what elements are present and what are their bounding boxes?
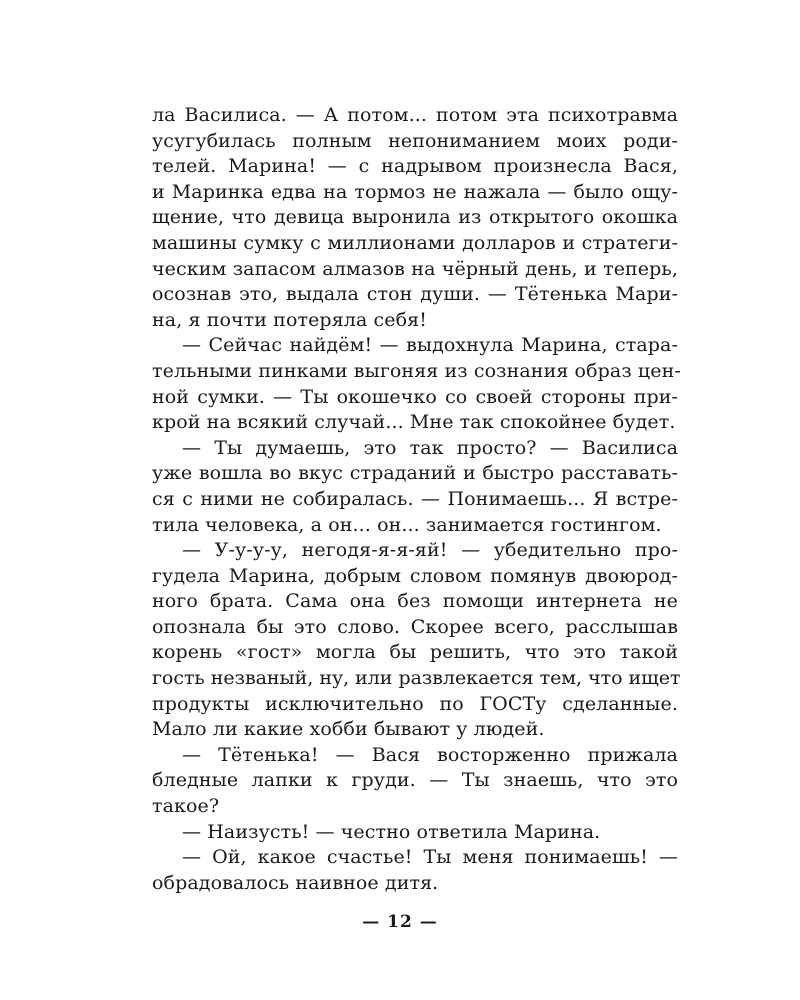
text-line: и Маринка едва на тормоз не нажала — было ощу-	[152, 180, 678, 203]
text-line: ся с ними не собиралась. — Понимаешь... Я встре-	[152, 487, 678, 510]
text-line: тельными пинками выгоняя из сознания образ цен-	[152, 359, 681, 382]
text-line: ческим запасом алмазов на чёрный день, и теперь,	[152, 257, 678, 280]
text-line: такое?	[152, 795, 220, 818]
text-line: — Наизусть! — честно ответила Марина.	[182, 820, 601, 843]
text-line: машины сумку с миллионами долларов и стратеги-	[152, 231, 678, 254]
text-line: — Тётенька! — Вася восторженно прижала	[182, 743, 678, 766]
body-text	[152, 103, 681, 896]
text-line: — Ты думаешь, это так просто? — Василиса	[182, 436, 678, 459]
page-number: — 12 —	[362, 912, 438, 932]
text-line: ного брата. Сама она без помощи интернета не	[152, 590, 678, 613]
text-line: Мало ли какие хобби бывают у людей.	[152, 718, 545, 741]
text-line: — У-у-у-у, негодя-я-я-яй! — убедительно про-	[182, 539, 678, 562]
text-line: ла Василиса. — А потом... потом эта психотравма	[152, 104, 678, 126]
text-line: уже вошла во вкус страданий и быстро расставать-	[152, 462, 678, 485]
text-line: — Ой, какое счастье! Ты меня понимаешь! —	[182, 846, 678, 869]
text-line: корень «гост» могла бы решить, что это такой	[152, 641, 678, 664]
text-line: щение, что девица выронила из открытого окошка	[152, 206, 678, 229]
text-line: на, я почти потеряла себя!	[152, 308, 427, 331]
text-line: обрадовалось наивное дитя.	[152, 871, 439, 894]
text-line: тила человека, а он... он... занимается гостингом.	[152, 513, 662, 536]
text-line: ной сумки. — Ты окошечко со своей стороны при-	[152, 385, 678, 408]
text-line: осознав это, выдала стон души. — Тётенька Мари-	[152, 283, 678, 306]
text-line: гудела Марина, добрым словом помянув двоюрод-	[152, 564, 678, 587]
text-line: бледные лапки к груди. — Ты знаешь, что это	[152, 769, 678, 792]
text-line: усугубилась полным непониманием моих роди-	[152, 129, 678, 152]
text-line: опознала бы это слово. Скорее всего, расслышав	[152, 615, 678, 638]
text-line: телей. Марина! — с надрывом произнесла Вася,	[152, 155, 678, 178]
text-line: продукты исключительно по ГОСТу сделанные.	[152, 692, 678, 715]
text-line: крой на всякий случай... Мне так спокойнее будет.	[152, 411, 676, 434]
text-line: гость незваный, ну, или развлекается тем, что ищет	[152, 667, 681, 690]
text-line: — Сейчас найдём! — выдохнула Марина, стара-	[182, 334, 678, 357]
